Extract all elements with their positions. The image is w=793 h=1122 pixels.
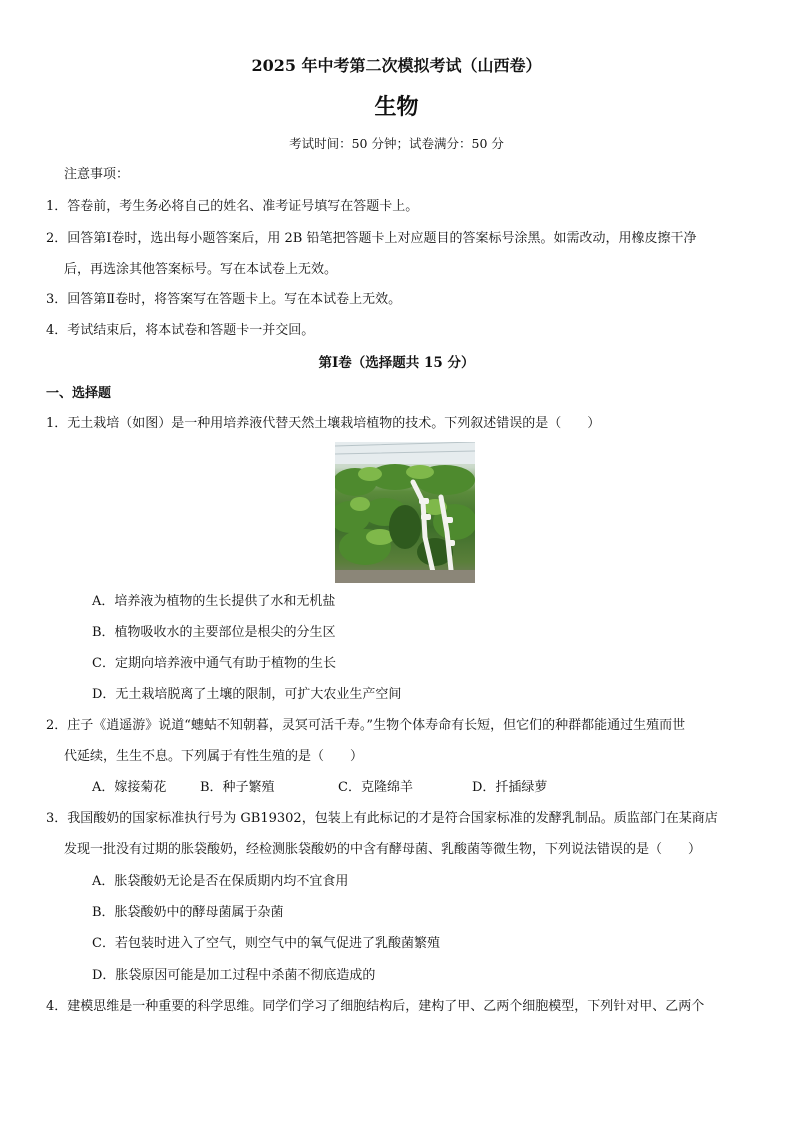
note-item-2-continued: 后，再选涂其他答案标号。写在本试卷上无效。 [64,262,338,277]
note-item-1: 1．答卷前，考生务必将自己的姓名、准考证号填写在答题卡上。 [46,199,419,214]
question-3-option-b: B．胀袋酸奶中的酵母菌属于杂菌 [92,905,284,920]
exam-info: 考试时间：50 分钟；试卷满分：50 分 [289,136,504,151]
question-3-stem-continued: 发现一批没有过期的胀袋酸奶，经检测胀袋酸奶的中含有酵母菌、乳酸菌等微生物，下列说法错误的是（ ） [64,842,702,857]
question-4-stem: 4．建模思维是一种重要的科学思维。同学们学习了细胞结构后，建构了甲、乙两个细胞模型，下列针对甲、乙两个 [46,999,705,1014]
note-item-2: 2．回答第Ⅰ卷时，选出每小题答案后，用 2B 铅笔把答题卡上对应题目的答案标号涂黑。如需改动，用橡皮擦干净 [46,231,697,246]
question-2-option-d: D．扦插绿萝 [472,780,548,795]
question-1-option-d: D．无土栽培脱离了土壤的限制，可扩大农业生产空间 [92,687,402,702]
note-item-3: 3．回答第Ⅱ卷时，将答案写在答题卡上。写在本试卷上无效。 [46,292,402,307]
question-2-option-c: C．克隆绵羊 [338,780,413,795]
part-heading: 一、选择题 [46,386,112,401]
question-3-option-d: D．胀袋原因可能是加工过程中杀菌不彻底造成的 [92,968,376,983]
question-2-option-a: A．嫁接菊花 [92,780,167,795]
question-3-stem: 3．我国酸奶的国家标准执行号为 GB19302，包装上有此标记的才是符合国家标准的发酵乳制品。质监部门在某商店 [46,811,718,826]
exam-title: 2025 年中考第二次模拟考试（山西卷） [251,56,542,75]
question-1-stem: 1．无土栽培（如图）是一种用培养液代替天然土壤栽培植物的技术。下列叙述错误的是（ ） [46,416,601,431]
note-item-4: 4．考试结束后，将本试卷和答题卡一并交回。 [46,323,315,338]
question-1-option-a: A．培养液为植物的生长提供了水和无机盐 [92,594,336,609]
section-title: 第Ⅰ卷（选择题共 15 分） [318,355,475,371]
question-3-option-a: A．胀袋酸奶无论是否在保质期内均不宜食用 [92,874,349,889]
hydroponics-illustration [335,442,475,583]
question-2-stem: 2．庄子《逍遥游》说道“蟪蛄不知朝暮，灵冥可活千寿。”生物个体寿命有长短，但它们的种群都能通过生殖而世 [46,718,686,733]
question-2-stem-continued: 代延续，生生不息。下列属于有性生殖的是（ ） [64,749,364,764]
notes-heading: 注意事项： [64,167,130,182]
question-1-option-b: B．植物吸收水的主要部位是根尖的分生区 [92,625,336,640]
hydroponics-photo [335,442,475,583]
question-2-option-b: B．种子繁殖 [200,780,275,795]
question-3-option-c: C．若包装时进入了空气，则空气中的氧气促进了乳酸菌繁殖 [92,936,440,951]
question-1-option-c: C．定期向培养液中通气有助于植物的生长 [92,656,336,671]
subject-title: 生物 [374,94,419,120]
